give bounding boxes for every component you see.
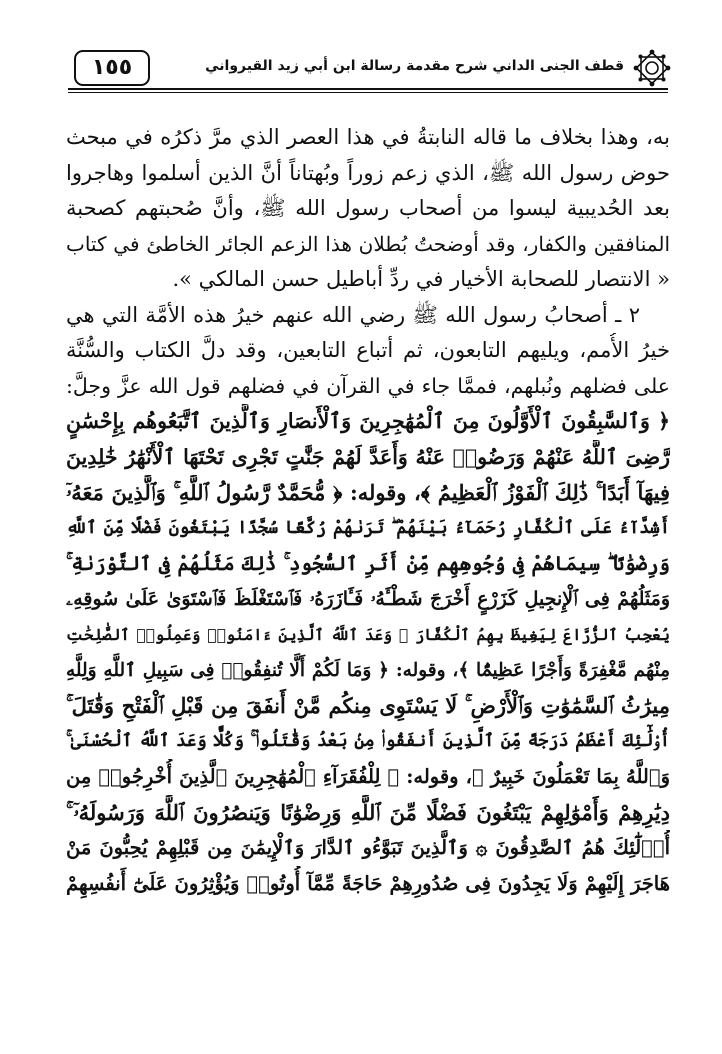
quran-line: فِيهَآ أَبَدًا ۚ ذَٰلِكَ ٱلْفَوْزُ ٱلْعَظِيمُ ﴾، وقوله: ﴿ مُّحَمَّدٌ رَّسُولُ ٱللَّهِ ۚ وَٱلَّذِينَ مَعَهُۥٓ [66,480,670,505]
book-title: قطف الجنى الداني شرح مقدمة رسالة ابن أبي زيد القيرواني [205,58,624,74]
quran-line: ﴿ وَٱلسَّٰبِقُونَ ٱلْأَوَّلُونَ مِنَ ٱلْمُهَٰجِرِينَ وَٱلْأَنصَارِ وَٱلَّذِينَ ٱتَّبَعُوهُم بِإِحْسَٰنٍ [66,409,670,433]
page-number-box [74,50,150,86]
text-line: المنافقين والكفار، وقد أوضحتُ بُطلان هذا الزعم الجائر الخاطئ في كتاب [66,231,670,256]
text-line: بعد الحُديبية ليسوا من أصحاب رسول الله ﷺ، وأنَّ صُحبتهم كصحبة [66,196,670,220]
quran-line: رَّضِىَ ٱللَّهُ عَنْهُمْ وَرَضُوا۟ عَنْهُ وَأَعَدَّ لَهُمْ جَنَّٰتٍ تَجْرِى تَحْتَهَا ٱلْأَنْهَٰرُ خَٰلِدِينَ [66,444,670,469]
header-rule-thin [68,92,668,93]
quran-line: أُو۟لَٰٓئِكَ هُمُ ٱلصَّٰدِقُونَ ۞ وَٱلَّذِينَ تَبَوَّءُو ٱلدَّارَ وَٱلْإِيمَٰنَ مِن قَبْلِهِمْ يُحِبُّونَ مَنْ [66,836,670,859]
quran-line: وَٱللَّهُ بِمَا تَعْمَلُونَ خَبِيرٌ ﴾، وقوله: ﴿ لِلْفُقَرَآءِ ٱلْمُهَٰجِرِينَ ٱلَّذِينَ أُخْرِجُوا۟ مِن [66,765,670,788]
text-line: خيرُ الأُمم، ويليهم التابعون، ثم أتباع التابعين، وقد دلَّ الكتاب والسُّنَّة [66,338,670,362]
body-text [66,120,670,901]
text-line: « الانتصار للصحابة الأخيار في ردِّ أباطيل حسن المالكي ». [172,267,670,291]
text-line: ٢ ـ أصحابُ رسول الله ﷺ رضي الله عنهم خيرُ هذه الأمَّة التي هي [66,302,640,327]
star-ornament-icon [632,48,672,88]
quran-line: يُعْجِبُ ٱلزُّرَّاعَ لِيَغِيظَ بِهِمُ ٱلْكُفَّارَ ۗ وَعَدَ ٱللَّهُ ٱلَّذِينَ ءَامَنُوا۟ وَعَمِلُوا۟ ٱلصَّٰلِحَٰتِ [66,625,670,644]
quran-line: دِيَٰرِهِمْ وَأَمْوَٰلِهِمْ يَبْتَغُونَ فَضْلًا مِّنَ ٱللَّهِ وَرِضْوَٰنًا وَيَنصُرُونَ ٱللَّهَ وَرَسُولَهُۥٓ ۚ [66,799,670,825]
quran-line: هَاجَرَ إِلَيْهِمْ وَلَا يَجِدُونَ فِى صُدُورِهِمْ حَاجَةً مِّمَّآ أُوتُوا۟ وَيُؤْثِرُونَ عَلَىٰٓ أَنفُسِهِمْ [66,871,670,895]
text-line: حوض رسول الله ﷺ، الذي زعم زوراً وبُهتاناً أنَّ الذين أسلموا وهاجروا [66,160,670,185]
quran-line: مِيرَٰثُ ٱلسَّمَٰوَٰتِ وَٱلْأَرْضِ ۚ لَا يَسْتَوِى مِنكُم مَّنْ أَنفَقَ مِن قَبْلِ ٱلْفَتْحِ وَقَٰتَلَ ۚ [66,693,670,718]
quran-line: أَشِدَّآءُ عَلَى ٱلْكُفَّارِ رُحَمَآءُ بَيْنَهُمْ ۖ تَرَىٰهُمْ رُكَّعًا سُجَّدًا يَبْتَغُونَ فَضْلًا مِّنَ ٱللَّهِ [66,517,670,538]
page-number: ١٥٥ [91,55,133,80]
text-line: به، وهذا بخلاف ما قاله النابتةُ في هذا العصر الذي مرَّ ذكرُه في مبحث [66,125,670,149]
page-header [68,46,668,90]
quran-line: وَرِضْوَٰنًا ۖ سِيمَاهُمْ فِى وُجُوهِهِم مِّنْ أَثَرِ ٱلسُّجُودِ ۚ ذَٰلِكَ مَثَلُهُمْ فِى ٱلتَّوْرَىٰةِ ۚ [66,552,670,575]
header-rule [68,88,668,90]
quran-line: وَمَثَلُهُمْ فِى ٱلْإِنجِيلِ كَزَرْعٍ أَخْرَجَ شَطْـَٔهُۥ فَـَٔازَرَهُۥ فَٱسْتَغْلَظَ فَٱسْتَوَىٰ عَلَىٰ سُوقِهِۦ [66,587,670,610]
quran-line: مِنْهُم مَّغْفِرَةً وَأَجْرًا عَظِيمًۢا ﴾، وقوله: ﴿ وَمَا لَكُمْ أَلَّا تُنفِقُوا۟ فِى سَبِيلِ ٱللَّهِ وَلِلَّهِ [66,659,670,681]
quran-line: أُو۟لَٰٓئِكَ أَعْظَمُ دَرَجَةً مِّنَ ٱلَّذِينَ أَنفَقُوا۟ مِنۢ بَعْدُ وَقَٰتَلُوا۟ ۚ وَكُلًّا وَعَدَ ٱللَّهُ ٱلْحُسْنَىٰ ۚ [66,730,670,751]
text-line: على فضلهم ونُبلهم، فممَّا جاء في القرآن في فضلهم قول الله عزَّ وجلَّ: [66,373,670,398]
